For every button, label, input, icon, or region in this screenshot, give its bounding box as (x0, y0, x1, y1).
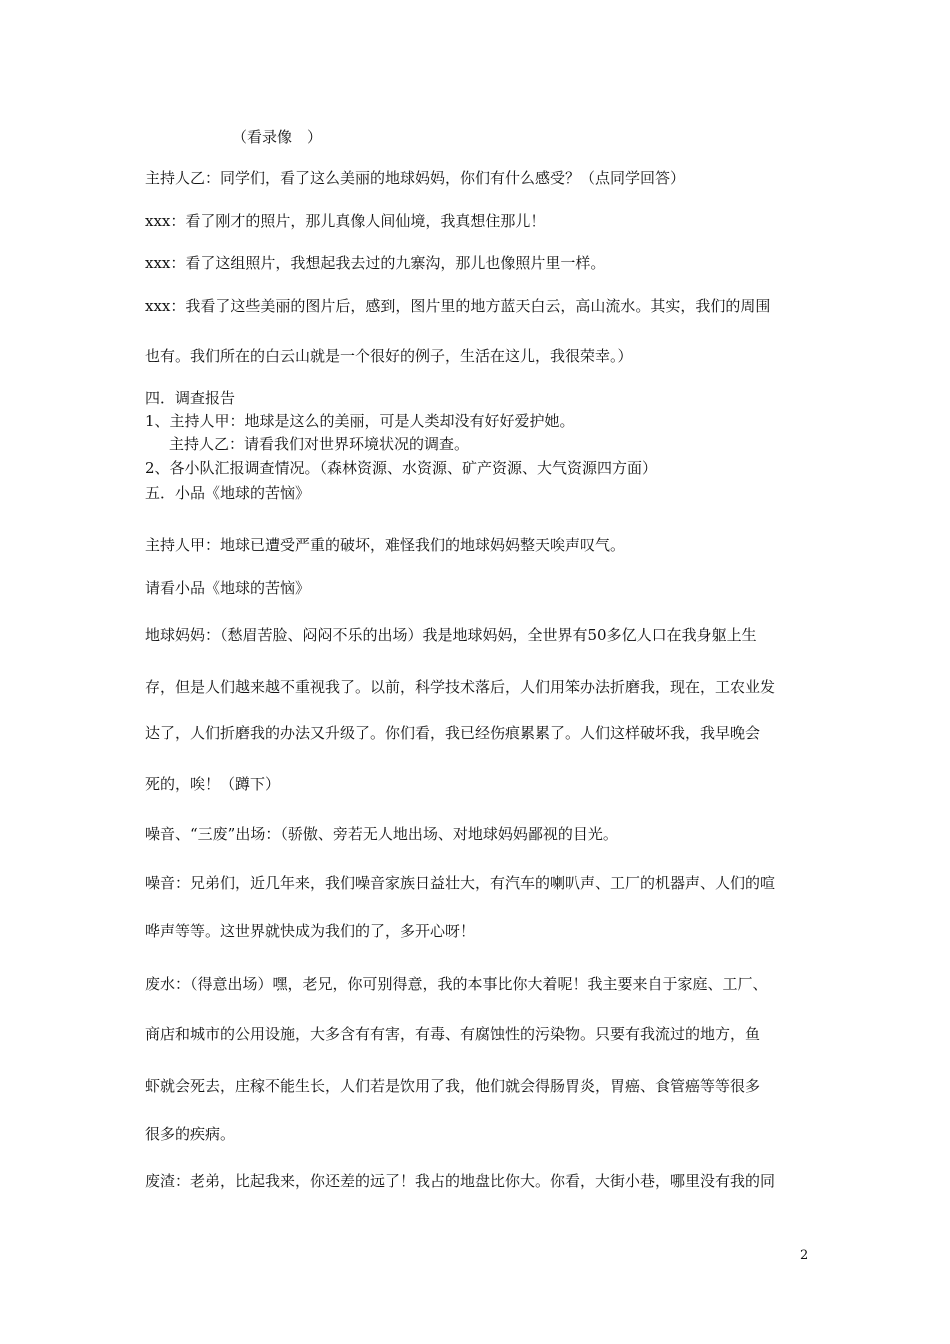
text-line: xxx：看了这组照片，我想起我去过的九寨沟，那儿也像照片里一样。 (145, 254, 606, 272)
text-line: 达了，人们折磨我的办法又升级了。你们看，我已经伤痕累累了。人们这样破坏我，我早晚会 (145, 724, 761, 742)
text-line: 1、主持人甲：地球是这么的美丽，可是人类却没有好好爱护她。 (145, 412, 575, 430)
text-line: 商店和城市的公用设施，大多含有有害，有毒、有腐蚀性的污染物。只要有我流过的地方，鱼 (145, 1025, 761, 1043)
section-heading: 五．小品《地球的苦恼》 (145, 484, 311, 502)
text-line: 废水：（得意出场）嘿，老兄，你可别得意，我的本事比你大着呢！我主要来自于家庭、工厂、 (145, 975, 768, 993)
text-line: 存，但是人们越来越不重视我了。以前，科学技术落后，人们用笨办法折磨我，现在，工农业发 (145, 678, 776, 696)
text-line: 死的，唉！（蹲下） (145, 775, 281, 793)
text-line: 地球妈妈：（愁眉苦脸、闷闷不乐的出场）我是地球妈妈，全世界有50多亿人口在我身躯上生 (145, 626, 757, 644)
text-line: 很多的疾病。 (145, 1125, 236, 1143)
text-line: 主持人乙：请看我们对世界环境状况的调查。 (169, 435, 470, 453)
text-line: 噪音：兄弟们，近几年来，我们噪音家族日益壮大，有汽车的喇叭声、工厂的机器声、人们的喧 (145, 874, 776, 892)
text-line: 废渣：老弟，比起我来，你还差的远了！我占的地盘比你大。你看，大街小巷，哪里没有我的同 (145, 1172, 776, 1190)
text-line: 虾就会死去，庄稼不能生长，人们若是饮用了我，他们就会得肠胃炎，胃癌、食管癌等等很多 (145, 1077, 761, 1095)
text-line: 主持人甲：地球已遭受严重的破坏，难怪我们的地球妈妈整天唉声叹气。 (145, 536, 626, 554)
text-line: （看录像 ） (232, 128, 323, 146)
text-line: 2、各小队汇报调查情况。（森林资源、水资源、矿产资源、大气资源四方面） (145, 459, 658, 477)
text-line: 噪音、“三废”出场：（骄傲、旁若无人地出场、对地球妈妈鄙视的目光。 (145, 825, 618, 843)
section-heading: 四．调查报告 (145, 389, 236, 407)
text-line: xxx：我看了这些美丽的图片后，感到，图片里的地方蓝天白云，高山流水。其实，我们的周围 (145, 297, 771, 315)
text-line: 哗声等等。这世界就快成为我们的了，多开心呀！ (145, 922, 476, 940)
text-line: 主持人乙：同学们，看了这么美丽的地球妈妈，你们有什么感受？（点同学回答） (145, 169, 686, 187)
page-number: 2 (800, 1248, 809, 1263)
text-line: xxx：看了刚才的照片，那儿真像人间仙境，我真想住那儿！ (145, 212, 546, 230)
text-line: 请看小品《地球的苦恼》 (145, 579, 311, 597)
text-line: 也有。我们所在的白云山就是一个很好的例子，生活在这儿，我很荣幸。） (145, 347, 633, 365)
